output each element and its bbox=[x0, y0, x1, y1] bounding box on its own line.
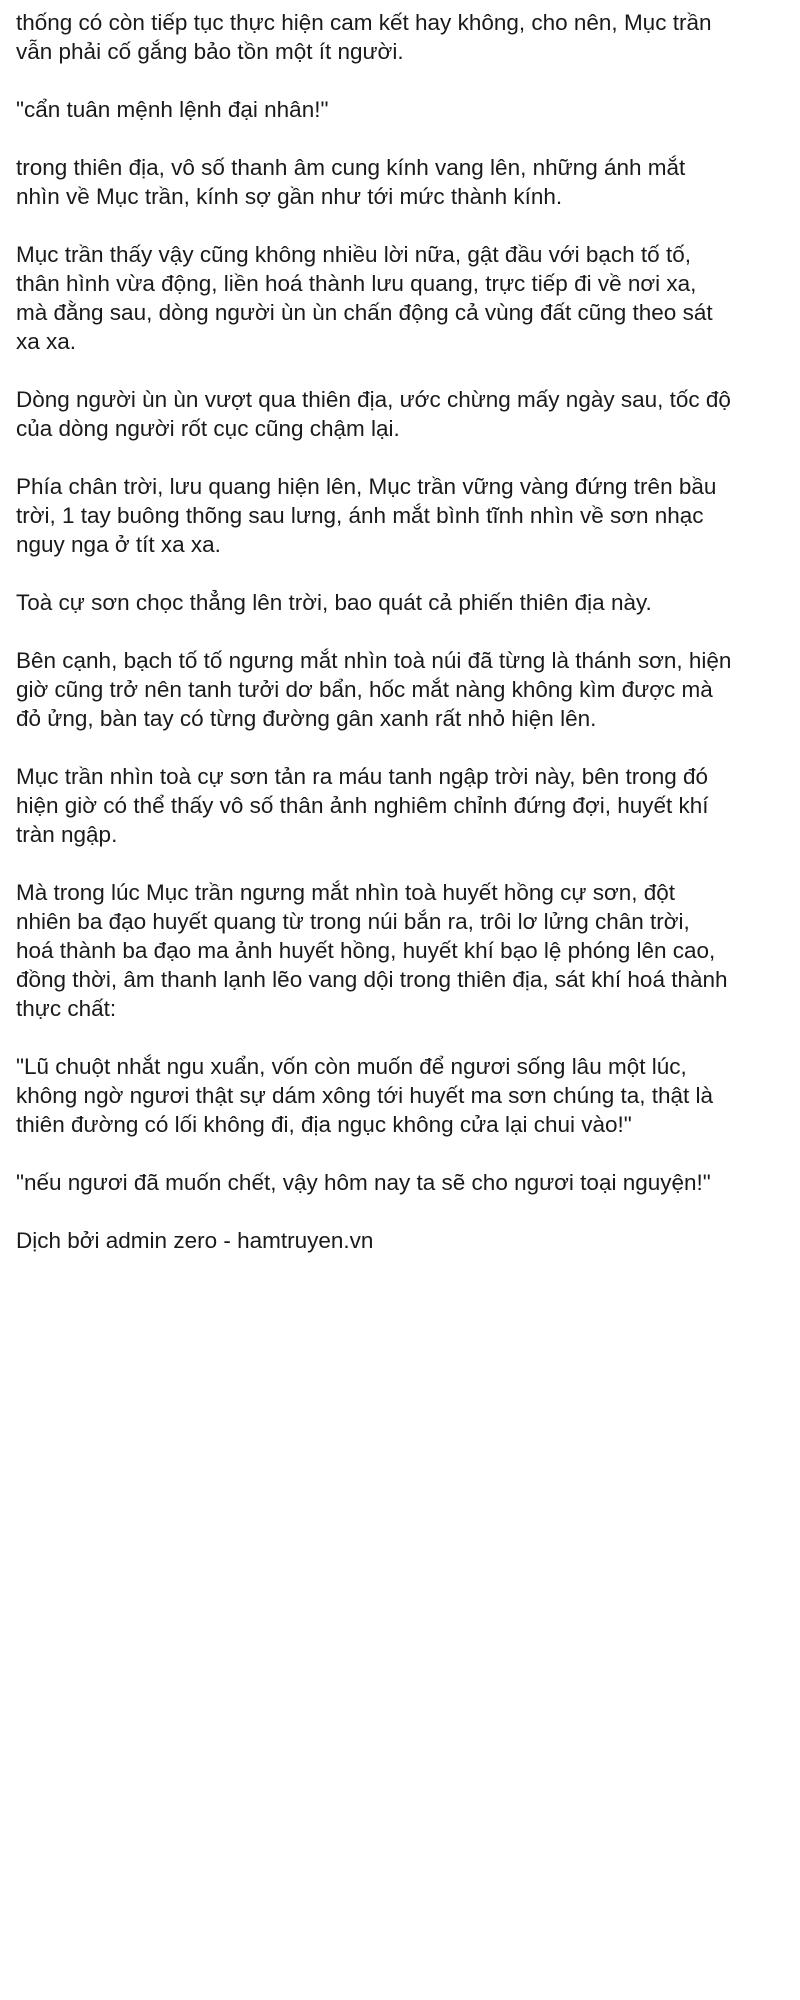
paragraph: "cẩn tuân mệnh lệnh đại nhân!" bbox=[16, 97, 329, 122]
paragraph: Mà trong lúc Mục trần ngưng mắt nhìn toà huyết hồng cự sơn, đột nhiên ba đạo huyết quang từ trong núi bắn ra, trôi lơ lửng chân trời, hoá thành ba đạo ma ảnh huyết hồng, huyết khí bạo lệ phóng lên cao, đồng thời, âm thanh lạnh lẽo vang dội trong thiên địa, sát khí hoá thành thực chất: bbox=[16, 880, 728, 1021]
paragraph: Mục trần thấy vậy cũng không nhiều lời nữa, gật đầu với bạch tố tố, thân hình vừa động, liền hoá thành lưu quang, trực tiếp đi về nơi xa, mà đằng sau, dòng người ùn ùn chấn động cả vùng đất cũng theo sát xa xa. bbox=[16, 242, 713, 354]
paragraph: Dòng người ùn ùn vượt qua thiên địa, ước chừng mấy ngày sau, tốc độ của dòng người rốt cục cũng chậm lại. bbox=[16, 387, 731, 441]
paragraph: Bên cạnh, bạch tố tố ngưng mắt nhìn toà núi đã từng là thánh sơn, hiện giờ cũng trở nên tanh tưởi dơ bẩn, hốc mắt nàng không kìm được mà đỏ ửng, bàn tay có từng đường gân xanh rất nhỏ hiện lên. bbox=[16, 648, 732, 731]
paragraph: Mục trần nhìn toà cự sơn tản ra máu tanh ngập trời này, bên trong đó hiện giờ có thể thấy vô số thân ảnh nghiêm chỉnh đứng đợi, huyết khí tràn ngập. bbox=[16, 764, 709, 847]
story-text bbox=[16, 8, 792, 1284]
paragraph: thống có còn tiếp tục thực hiện cam kết hay không, cho nên, Mục trần vẫn phải cố gắng bảo tồn một ít người. bbox=[16, 10, 712, 64]
paragraph: Toà cự sơn chọc thẳng lên trời, bao quát cả phiến thiên địa này. bbox=[16, 590, 652, 615]
paragraph: "Lũ chuột nhắt ngu xuẩn, vốn còn muốn để ngươi sống lâu một lúc, không ngờ ngươi thật sự dám xông tới huyết ma sơn chúng ta, thật là thiên đường có lối không đi, địa ngục không cửa lại chui vào!" bbox=[16, 1054, 714, 1137]
paragraph: Phía chân trời, lưu quang hiện lên, Mục trần vững vàng đứng trên bầu trời, 1 tay buông thõng sau lưng, ánh mắt bình tĩnh nhìn về sơn nhạc nguy nga ở tít xa xa. bbox=[16, 474, 717, 557]
paragraph: trong thiên địa, vô số thanh âm cung kính vang lên, những ánh mắt nhìn về Mục trần, kính sợ gần như tới mức thành kính. bbox=[16, 155, 686, 209]
translator-credit: Dịch bởi admin zero - hamtruyen.vn bbox=[16, 1228, 374, 1253]
paragraph: "nếu ngươi đã muốn chết, vậy hôm nay ta sẽ cho ngươi toại nguyện!" bbox=[16, 1170, 711, 1195]
